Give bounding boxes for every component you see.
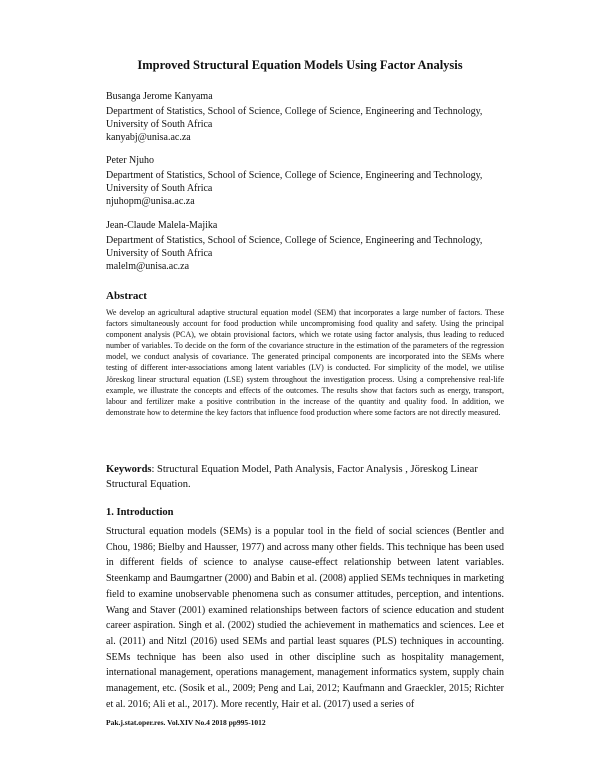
journal-footer: Pak.j.stat.oper.res. Vol.XIV No.4 2018 pp995-1012 <box>106 718 266 727</box>
author-affiliation: Department of Statistics, School of Science, College of Science, Engineering and Technology, <box>106 106 483 117</box>
introduction-text: Structural equation models (SEMs) is a popular tool in the field of social sciences (Bentler and Chou, 1986; Bielby and Hausser, 1977) and across many other fields. This technique has been used in different fields of science to analyse cause-effect relationship between latent variables. Steenkamp and Baumgartner (2000) and Babin et al. (2008) applied SEMs techniques in marketing field to examine unobservable phenomena such as consumer attitudes, perception, and intentions. Wang and Staver (2001) examined relationships between factors of science education and student career aspiration. Singh et al. (2002) studied the achievement in mathematics and sciences. Lee et al. (2011) and Nitzl (2016) used SEMs and partial least squares (PLS) techniques in accounting. SEMs technique has been also used in other discipline such as hospitality management, international management, operations management, management informatics system, supply chain management, etc. (Sosik et al., 2009; Peng and Lai, 2012; Kaufmann and Graeckler, 2015; Richter et al. 2016; Ali et al., 2017). More recently, Hair et al. (2017) used a series of <box>106 526 504 710</box>
author-email: njuhopm@unisa.ac.za <box>106 196 195 207</box>
author-affiliation: Department of Statistics, School of Science, College of Science, Engineering and Technology, <box>106 235 483 246</box>
author-affiliation: Department of Statistics, School of Science, College of Science, Engineering and Technology, <box>106 170 483 181</box>
introduction-heading: 1. Introduction <box>106 507 174 518</box>
author-affiliation: University of South Africa <box>106 248 213 259</box>
paper-title: Improved Structural Equation Models Using Factor Analysis <box>137 58 463 72</box>
author-name: Jean-Claude Malela-Majika <box>106 220 218 231</box>
author-name: Busanga Jerome Kanyama <box>106 91 213 102</box>
author-affiliation: University of South Africa <box>106 119 213 130</box>
author-email: malelm@unisa.ac.za <box>106 261 190 272</box>
author-block-3 <box>106 219 526 273</box>
keywords <box>106 462 504 492</box>
author-email: kanyabj@unisa.ac.za <box>106 132 191 143</box>
author-block-2 <box>106 154 526 208</box>
abstract-text: We develop an agricultural adaptive structural equation model (SEM) that incorporates a large number of factors. These factors simultaneously account for food production while uncompromising food quality and safety. Using the principal component analysis (PCA), we obtain provisional factors, which we rotate using factor analysis, thus leading to reduced number of variables. To decide on the form of the covariance structure in the estimation of the parameters of the regression model, we conduct analysis of covariance. The generated principal components are incorporated into the SEMs where testing of different inter-associations among latent variables (LV) is conducted. For simplicity of the model, we utilise Jöreskog linear structural equation (LSE) system throughout the investigation process. Using a comprehensive real-life example, we illustrate the concepts and effects of the outcomes. The results show that factors such as energy, transport, labour and fertilizer make a positive contribution in the increase of the quantity and quality food. In addition, we demonstrate how to determine the key factors that influence food production where some factors are not directly measured. <box>106 308 504 417</box>
keywords-text: : Structural Equation Model, Path Analysis, Factor Analysis , Jöreskog Linear Structural Equation. <box>106 464 478 490</box>
author-name: Peter Njuho <box>106 155 155 166</box>
author-affiliation: University of South Africa <box>106 183 213 194</box>
keywords-label: Keywords <box>106 464 152 475</box>
author-block-1 <box>106 90 526 144</box>
abstract-heading: Abstract <box>106 290 147 302</box>
